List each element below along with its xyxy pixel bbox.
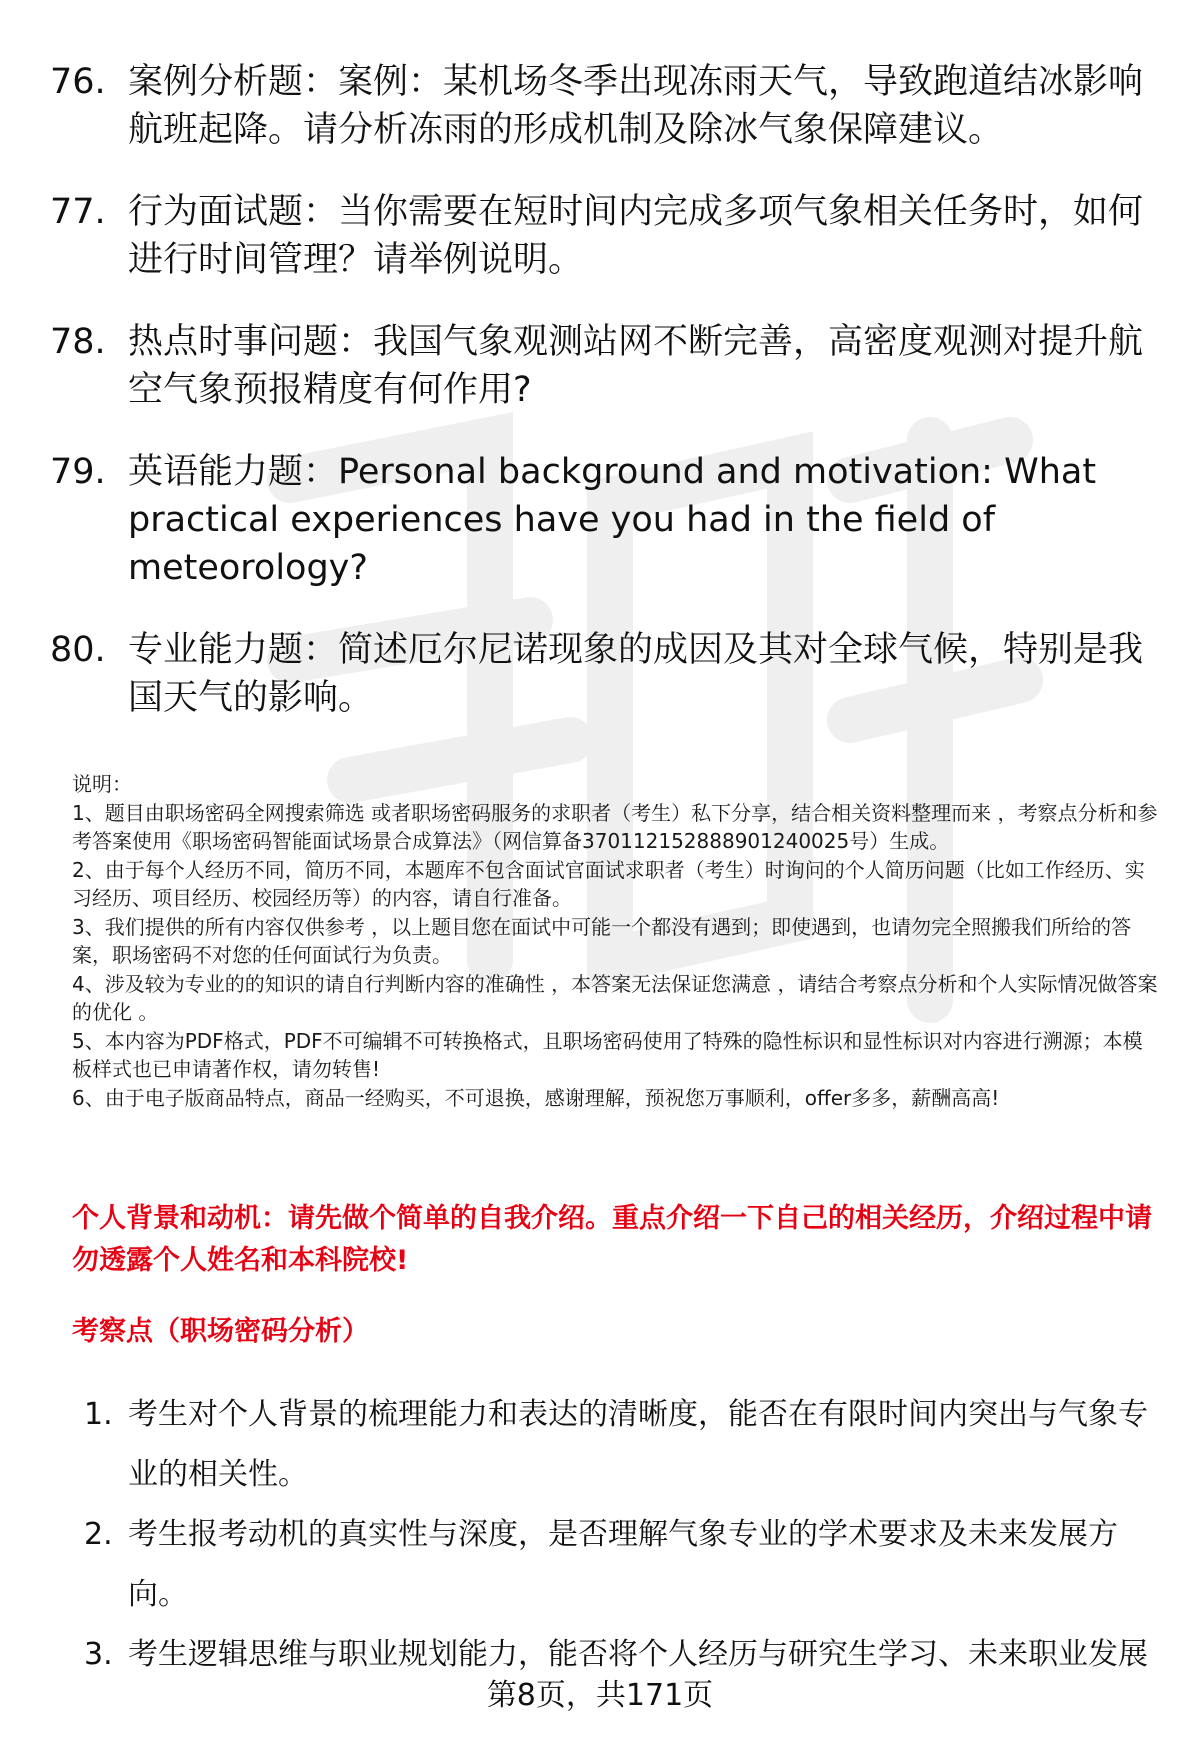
note-item: 3、我们提供的所有内容仅供参考 ，以上题目您在面试中可能一个都没有遇到；即使遇到，也请勿完全照搬我们所给的答案，职场密码不对您的任何面试行为负责。 <box>72 914 1132 967</box>
question-number: 78. <box>50 322 106 362</box>
question-item-76 <box>50 58 1160 154</box>
question-text: 专业能力题：简述厄尔尼诺现象的成因及其对全球气候，特别是我国天气的影响。 <box>128 630 1144 718</box>
question-number: 76. <box>50 62 106 102</box>
question-item-79 <box>50 448 1160 592</box>
page-footer: 第8页，共171页 <box>486 1678 714 1713</box>
question-text: 行为面试题：当你需要在短时间内完成多项气象相关任务时，如何进行时间管理？请举例说明。 <box>128 192 1144 280</box>
question-item-77 <box>50 188 1160 284</box>
analysis-text: 考生逻辑思维与职业规划能力，能否将个人经历与研究生学习、未来职业发展 <box>128 1637 1148 1672</box>
analysis-text: 考生报考动机的真实性与深度，是否理解气象专业的学术要求及未来发展方向。 <box>128 1517 1118 1612</box>
analysis-subheading: 考察点（职场密码分析） <box>72 1316 369 1347</box>
question-item-80 <box>50 626 1160 722</box>
question-text: 案例分析题：案例：某机场冬季出现冻雨天气，导致跑道结冰影响航班起降。请分析冻雨的形成机制及除冰气象保障建议。 <box>128 62 1144 150</box>
analysis-number: 1. <box>84 1397 113 1432</box>
question-number: 80. <box>50 630 106 670</box>
question-item-78 <box>50 318 1160 414</box>
analysis-number: 2. <box>84 1517 113 1552</box>
question-list <box>50 58 1160 756</box>
question-number: 77. <box>50 192 106 232</box>
notes-title: 说明： <box>72 772 132 796</box>
analysis-item-2 <box>84 1505 1164 1625</box>
analysis-list <box>84 1385 1164 1685</box>
note-item: 5、本内容为PDF格式，PDF不可编辑不可转换格式，且职场密码使用了特殊的隐性标识和显性标识对内容进行溯源；本模板样式也已申请著作权，请勿转售! <box>72 1028 1143 1081</box>
analysis-number: 3. <box>84 1637 113 1672</box>
analysis-text: 考生对个人背景的梳理能力和表达的清晰度，能否在有限时间内突出与气象专业的相关性。 <box>128 1397 1148 1492</box>
note-item: 1、题目由职场密码全网搜索筛选 或者职场密码服务的求职者（考生）私下分享，结合相关资料整理而来 ，考察点分析和参考答案使用《职场密码智能面试场景合成算法》（网信算备370112152888901240025号）生成。 <box>72 800 1158 853</box>
notes-section <box>72 770 1162 1112</box>
note-item: 4、涉及较为专业的的知识的请自行判断内容的准确性 ，本答案无法保证您满意 ，请结合考察点分析和个人实际情况做答案的优化 。 <box>72 971 1158 1024</box>
note-item: 6、由于电子版商品特点，商品一经购买，不可退换，感谢理解，预祝您万事顺利，offer多多，薪酬高高! <box>72 1085 1000 1110</box>
question-text: 英语能力题：Personal background and motivation: What practical experiences have you had in the field of meteorology? <box>128 452 1097 588</box>
analysis-item-1 <box>84 1385 1164 1505</box>
note-item: 2、由于每个人经历不同，简历不同，本题库不包含面试官面试求职者（考生）时询问的个人简历问题（比如工作经历、实习经历、项目经历、校园经历等）的内容，请自行准备。 <box>72 857 1145 910</box>
question-number: 79. <box>50 452 106 492</box>
question-heading: 个人背景和动机：请先做个简单的自我介绍。重点介绍一下自己的相关经历，介绍过程中请勿透露个人姓名和本科院校! <box>72 1203 1152 1276</box>
question-text: 热点时事问题：我国气象观测站网不断完善，高密度观测对提升航空气象预报精度有何作用? <box>128 322 1144 410</box>
